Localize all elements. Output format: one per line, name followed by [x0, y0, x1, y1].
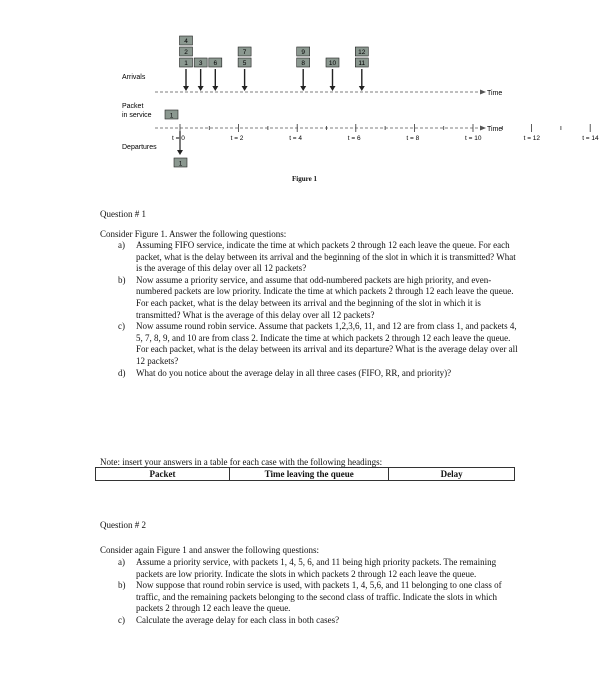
tick-label: t = 6 [347, 135, 361, 142]
tick-label: t = 12 [523, 135, 541, 142]
arrival-arrowhead [183, 86, 189, 91]
question-2-list [118, 557, 518, 627]
tick-label: t = 10 [465, 135, 482, 142]
figure-caption: Figure 1 [292, 175, 317, 183]
time-label-bottom: Time [487, 126, 503, 133]
arrival-packet-number: 5 [242, 60, 247, 67]
q2-item-c: c) Calculate the average delay for each class in both cases? [118, 614, 340, 625]
answer-note: Note: insert your answers in a table for each case with the following headings: [100, 457, 383, 467]
tick-label: t = 8 [406, 135, 420, 142]
arrival-arrowhead [242, 86, 248, 91]
q2-item-b: b) Now suppose that round robin service is used, with packets 1, 4, 5,6, and 11 belonging to one class of traffic, and the remaining packets belonging to the second class of traffic. Indicate the slots in which packets 2 through 12 each leave the queue. [118, 580, 502, 614]
arrivals-label: Arrivals [122, 74, 146, 81]
arrivals-axis-arrow [480, 90, 486, 95]
arrival-arrowhead [330, 86, 336, 91]
q1-item-d: d) What do you notice about the average delay in all three cases (FIFO, RR, and priority)? [118, 367, 452, 378]
time-label-top: Time [487, 90, 503, 97]
arrival-packet-number: 6 [213, 60, 218, 67]
arrival-arrowhead [300, 86, 306, 91]
question-1-heading: Question # 1 [100, 209, 146, 219]
service-axis-arrow [480, 126, 486, 131]
figure-1 [0, 0, 609, 200]
arrival-packet-number: 8 [301, 60, 306, 67]
arrival-packet-number: 1 [184, 60, 188, 67]
tick-label: t = 0 [172, 135, 185, 142]
svg-text:1: 1 [178, 160, 183, 168]
q1-item-a: a) Assuming FIFO service, indicate the time at which packets 2 through 12 each leave the queue. For each packet, what is the delay between its arrival and the beginning of the slot in which it is transmitted? What is the average of this delay over all 12 packets? [118, 240, 516, 274]
tick-label: t = 4 [289, 135, 303, 142]
answer-table-headings [95, 467, 515, 481]
arrival-packet-number: 9 [301, 49, 306, 56]
arrival-arrowhead [359, 86, 365, 91]
header-packet: Packet [96, 468, 230, 481]
arrival-packet-number: 2 [184, 49, 188, 56]
q1-item-c: c) Now assume round robin service. Assume that packets 1,2,3,6, 11, and 12 are from class 1, and packets 4, 5, 7, 8, 9, and 10 are from class 2. Indicate the time at which packets 2 through 12 each leave the queue. For each packet, what is the delay between its arrival and its departure? What is the average delay over all 12 packets? [118, 321, 518, 366]
svg-text:1: 1 [169, 112, 174, 120]
arrival-packet-number: 3 [198, 60, 203, 67]
question-2-heading: Question # 2 [100, 520, 146, 530]
header-delay: Delay [389, 468, 515, 481]
arrival-packet-number: 12 [358, 49, 366, 56]
arrival-packet-number: 10 [328, 60, 337, 67]
in-service-label: in service [122, 112, 152, 119]
header-time-leaving: Time leaving the queue [230, 468, 389, 481]
arrival-packet-number: 4 [184, 38, 188, 45]
question-2-intro: Consider again Figure 1 and answer the following questions: [100, 545, 319, 555]
tick-label: t = 2 [230, 135, 244, 142]
tick-label: t = 14 [582, 135, 599, 142]
arrival-arrowhead [212, 86, 218, 91]
packet-label: Packet [122, 103, 144, 110]
q2-item-a: a) Assume a priority service, with packets 1, 4, 5, 6, and 11 being high priority packets. The remaining packets are low priority. Indicate the slots in which packets 2 through 12 each leave the queue. [118, 557, 497, 579]
departures-label: Departures [122, 144, 157, 151]
timeline-diagram [0, 0, 609, 175]
arrival-packet-number: 7 [242, 49, 247, 56]
question-1-intro: Consider Figure 1. Answer the following questions: [100, 229, 287, 239]
question-1-list [118, 240, 518, 379]
arrival-arrowhead [198, 86, 204, 91]
q1-item-b: b) Now assume a priority service, and assume that odd-numbered packets are high priority, and even-numbered packets are low priority. Indicate the time at which packets 2 through 12 each leave the queue. For each packet, what is the delay between its arrival and the beginning of the slot in which it is transmitted? What is the average of this delay over all 12 packets? [118, 274, 514, 320]
arrival-packet-number: 11 [358, 60, 366, 67]
